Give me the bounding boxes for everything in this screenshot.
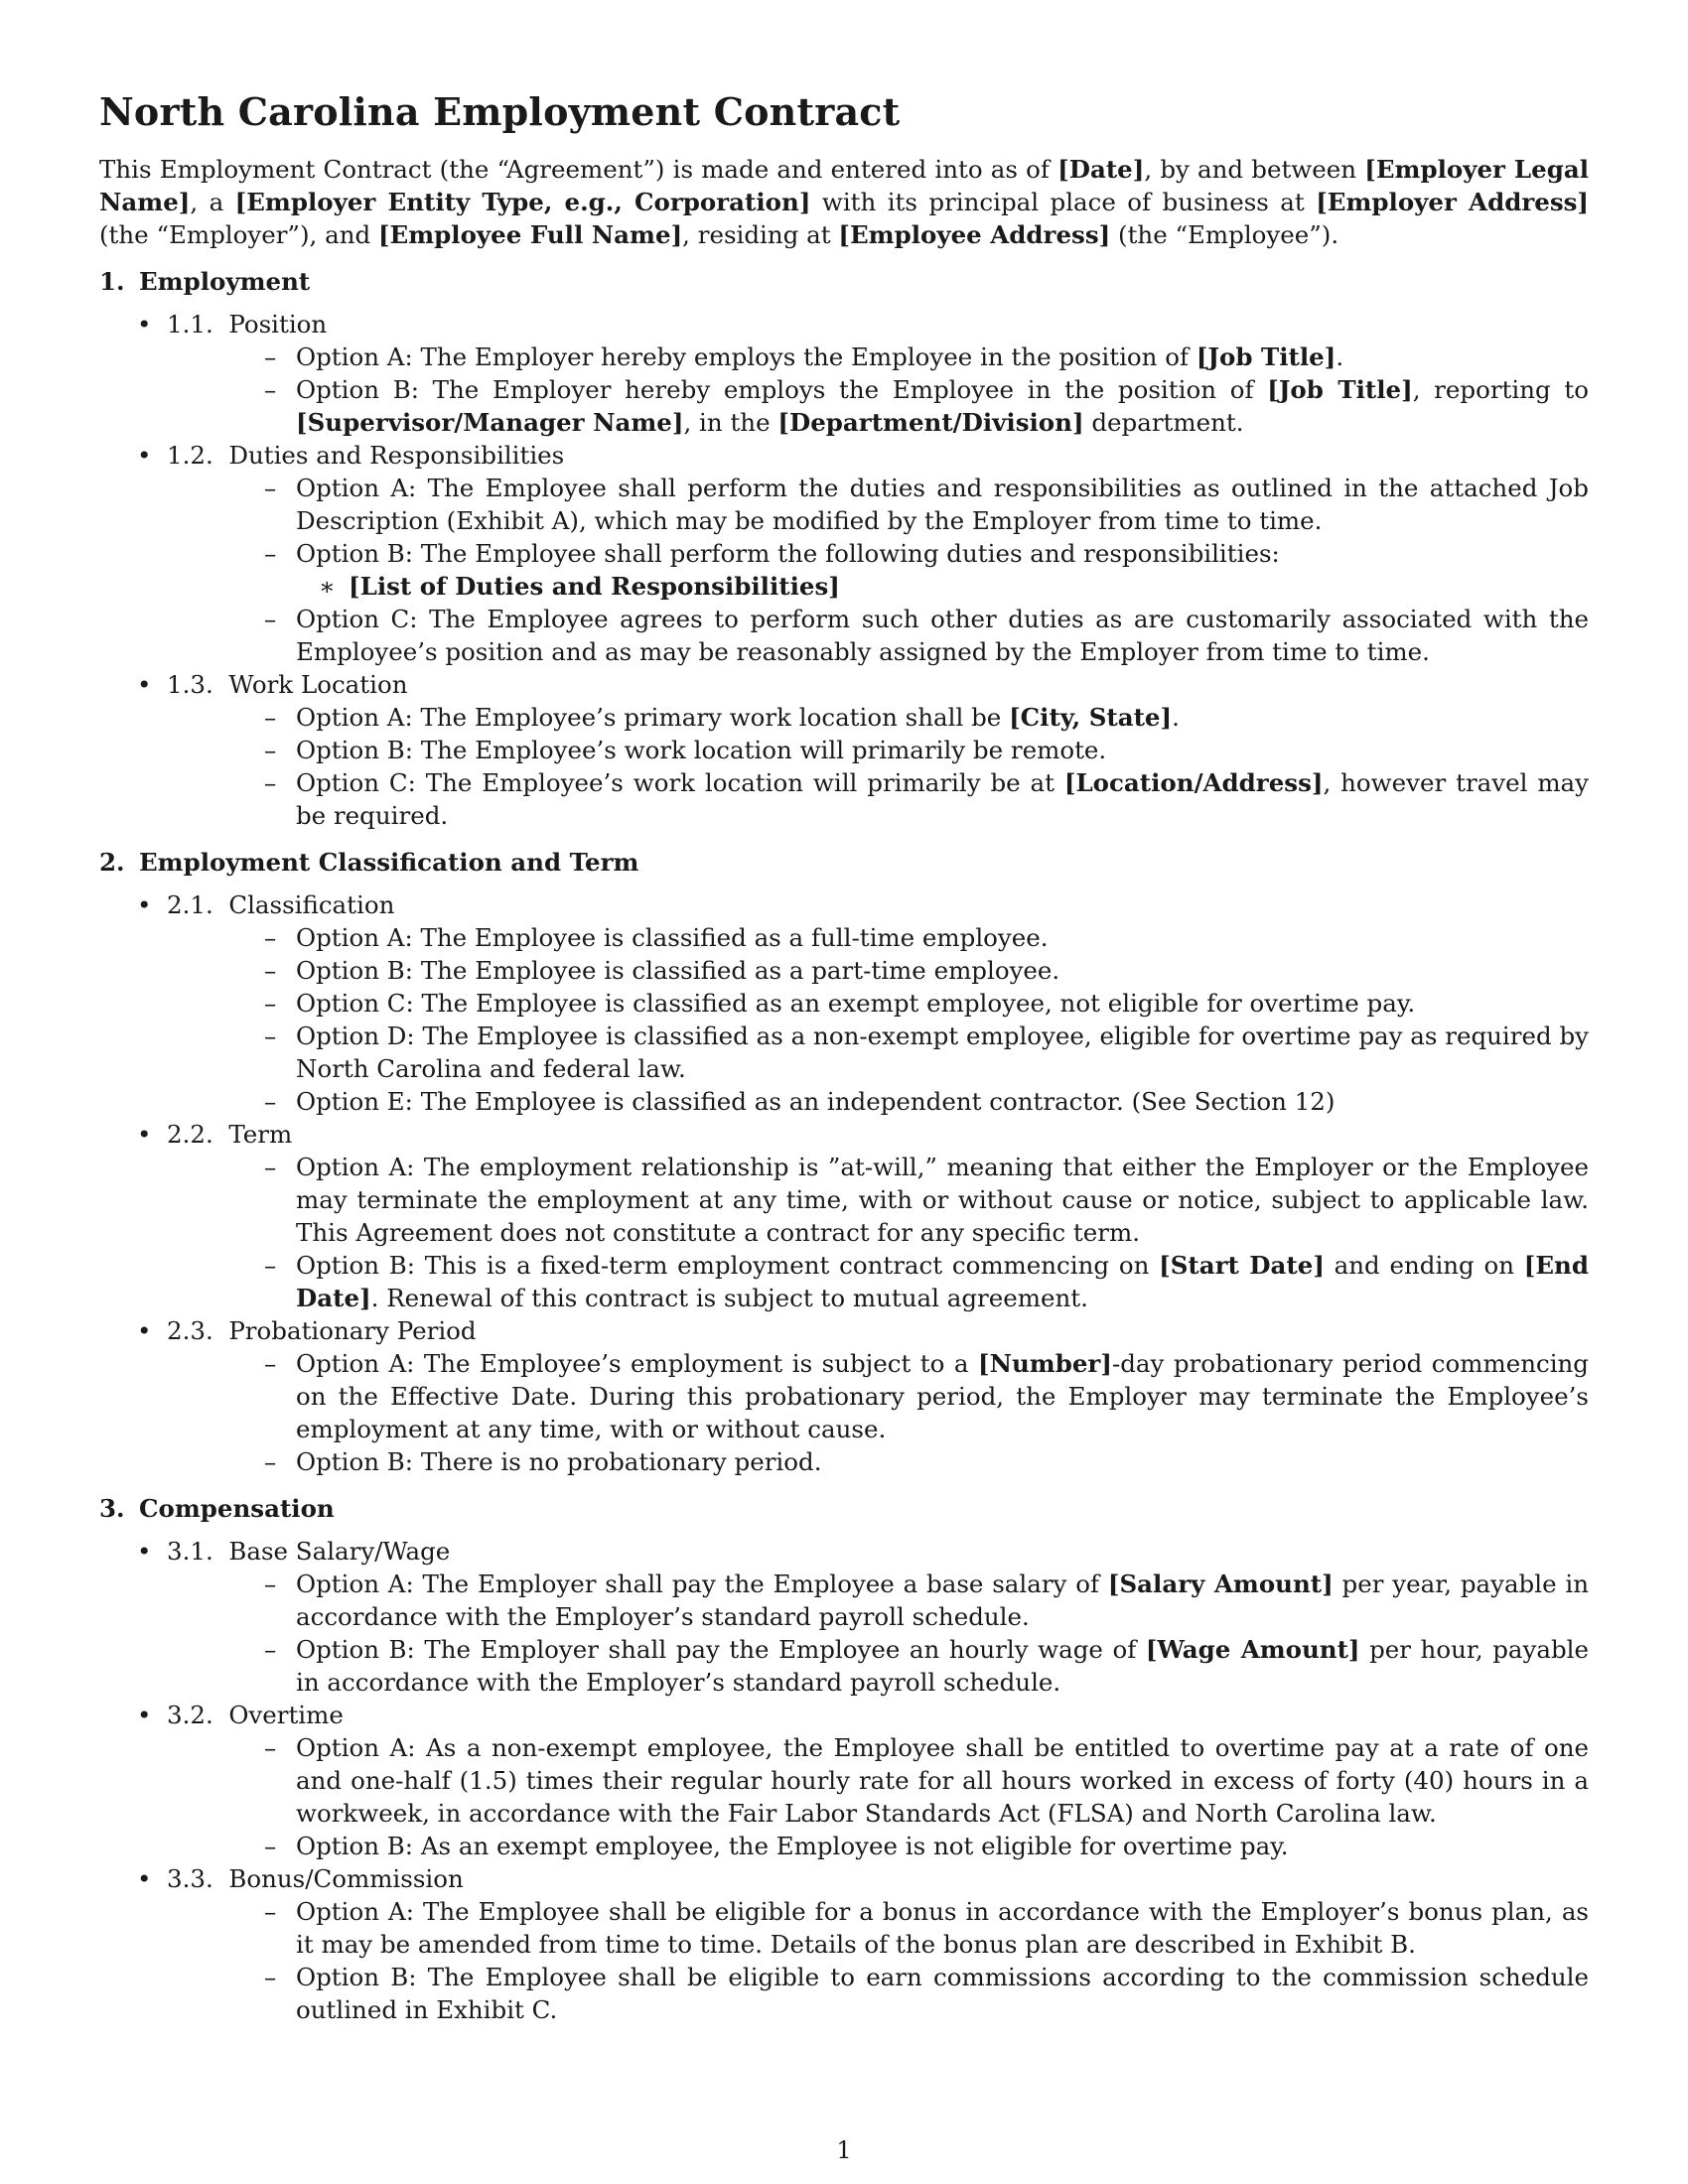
placeholder-field: [Location/Address] [1063,768,1324,797]
text-run: (the “Employee”). [1110,220,1339,249]
text-run: Option B: The Employee’s work location will primarily be remote. [296,736,1107,764]
dash-icon: – [264,1153,277,1181]
dash-icon: – [264,989,277,1018]
dash-icon: – [264,1447,277,1476]
option-text [296,1570,1589,1631]
subsection-item [99,1535,1589,1699]
section-title: Employment [139,267,311,296]
text-run: and ending on [1324,1251,1524,1280]
text-run: per hour, payable in accordance with the Employer’s standard payroll schedule. [296,1635,1589,1697]
text-run: . [1336,342,1344,371]
text-run: , a [190,188,235,216]
option-list [167,1151,1589,1314]
placeholder-field: [List of Duties and Responsibilities] [349,572,840,601]
section [99,846,1589,1478]
text-run: Option C: The Employee agrees to perform such other duties as are customarily associated with the Employee’s position and as may be reasonably assigned by the Employer from time to time. [296,605,1589,666]
subsection-label: 1.3. Work Location [167,670,408,699]
option-text [296,768,1589,830]
text-run: Option E: The Employee is classified as an independent contractor. (See Section 12) [296,1087,1336,1116]
option-item [167,1731,1589,1830]
section-title: Compensation [139,1494,335,1523]
option-text [296,474,1589,535]
option-item [167,734,1589,766]
bullet-icon: • [137,310,152,339]
section [99,265,1589,832]
subsection-list [99,1535,1589,2026]
text-run: Option A: The Employee is classified as a full-time employee. [296,923,1049,952]
text-run: . [1172,703,1180,732]
text-run: with its principal place of business at [810,188,1317,216]
section-number: 2. [99,848,125,877]
section-title: Employment Classification and Term [139,848,639,877]
placeholder-field: [Job Title] [1196,342,1336,371]
option-item [167,1633,1589,1699]
section-heading [99,265,1589,298]
text-run: (the “Employer”), and [99,220,378,249]
text-run: Option A: The Employee’s primary work location shall be [296,703,1010,732]
subsection-item [99,668,1589,832]
text-run: Option B: The Employee shall be eligible to earn commissions according to the commission schedule outlined in Exhibit C. [296,1963,1589,2024]
subsection-item [99,1699,1589,1862]
subsection-label: 1.2. Duties and Responsibilities [167,441,565,470]
subsection-label: 1.1. Position [167,310,328,339]
option-list [167,921,1589,1118]
option-item [167,1249,1589,1314]
text-run: Option B: This is a fixed-term employment contract commencing on [296,1251,1160,1280]
option-text [296,1733,1589,1828]
option-item [167,1347,1589,1445]
text-run: Option A: The Employee shall perform the duties and responsibilities as outlined in the attached Job Description (Exhibit A), which may be modified by the Employer from time to time. [296,474,1589,535]
dash-icon: – [264,703,277,732]
bullet-icon: • [137,1120,152,1149]
text-run: Option B: The Employer shall pay the Employee an hourly wage of [296,1635,1146,1664]
dash-icon: – [264,768,277,797]
option-item [167,701,1589,734]
text-run: Option A: The Employee’s employment is subject to a [296,1349,978,1378]
text-run: Option D: The Employee is classified as a non-exempt employee, eligible for overtime pay as required by North Carolina and federal law. [296,1022,1589,1083]
subsection-list [99,308,1589,832]
subsection-item [99,439,1589,668]
placeholder-field: [City, State] [1009,703,1173,732]
text-run: Option B: The Employer hereby employs the Employee in the position of [296,375,1268,404]
placeholder-field: [Employee Address] [838,220,1111,249]
option-list [167,341,1589,439]
option-item [167,1895,1589,1961]
option-item [167,1085,1589,1118]
bullet-icon: • [137,1316,152,1345]
subsection-label: 3.3. Bonus/Commission [167,1864,464,1893]
placeholder-field: [Salary Amount] [1107,1570,1334,1598]
text-run: Option A: The Employer hereby employs the Employee in the position of [296,342,1196,371]
placeholder-field: [End Date] [296,1251,1589,1312]
option-item [167,603,1589,668]
sub-option-list [296,570,1589,603]
text-run: Option A: The Employer shall pay the Employee a base salary of [296,1570,1108,1598]
text-run: Option C: The Employee is classified as an exempt employee, not eligible for overtime pay. [296,989,1416,1018]
placeholder-field: [Start Date] [1159,1251,1325,1280]
text-run: Option B: As an exempt employee, the Employee is not eligible for overtime pay. [296,1832,1289,1860]
option-item [167,537,1589,603]
option-text [296,703,1180,732]
subsection-list [99,888,1589,1478]
placeholder-field: [Wage Amount] [1145,1635,1360,1664]
option-item [167,1830,1589,1862]
section-number: 1. [99,267,125,296]
document-title: North Carolina Employment Contract [99,89,901,134]
option-text [296,1447,822,1476]
bullet-icon: • [137,1864,152,1893]
option-item [167,1151,1589,1249]
subsection-label: 2.1. Classification [167,890,395,919]
text-run: Option A: The employment relationship is ”at-will,” meaning that either the Employer or the Employee may terminate the employment at any time, with or without cause or notice, subject to applicable law. This Agreement does not constitute a contract for any specific term. [296,1153,1589,1247]
dash-icon: – [264,1897,277,1926]
subsection-item [99,888,1589,1118]
dash-icon: – [264,1963,277,1991]
asterisk-icon: ∗ [319,572,336,601]
option-list [167,701,1589,832]
text-run: , in the [683,408,778,437]
option-text [296,736,1106,764]
dash-icon: – [264,605,277,633]
dash-icon: – [264,539,277,568]
text-run: , reporting to [1412,375,1589,404]
option-text [296,342,1343,371]
option-text [296,539,1280,568]
option-text [296,1087,1335,1116]
option-item [167,472,1589,537]
text-run: , by and between [1144,155,1365,184]
sections-container [99,265,1589,2026]
text-run: Option C: The Employee’s work location will primarily be at [296,768,1064,797]
bullet-icon: • [137,441,152,470]
option-item [167,954,1589,987]
intro-paragraph [99,153,1589,251]
dash-icon: – [264,1022,277,1050]
option-item [167,987,1589,1020]
section-heading [99,846,1589,879]
subsection-label: 2.2. Term [167,1120,293,1149]
placeholder-field: [Employer Entity Type, e.g., Corporation] [234,188,811,216]
section [99,1492,1589,2026]
option-item [167,1961,1589,2026]
option-list [167,1895,1589,2026]
sub-option-item [167,570,1589,603]
option-text [296,956,1059,985]
option-text [296,1153,1589,1247]
option-list [167,1347,1589,1478]
placeholder-field: [Department/Division] [777,408,1084,437]
dash-icon: – [264,1733,277,1762]
dash-icon: – [264,474,277,502]
dash-icon: – [264,1832,277,1860]
dash-icon: – [264,1570,277,1598]
placeholder-field: [Employee Full Name] [377,220,683,249]
text-run: per year, payable in accordance with the Employer’s standard payroll schedule. [296,1570,1590,1631]
placeholder-field: [Job Title] [1267,375,1413,404]
bullet-icon: • [137,890,152,919]
text-run: Option B: There is no probationary period. [296,1447,822,1476]
option-item [167,1568,1589,1633]
section-number: 3. [99,1494,125,1523]
dash-icon: – [264,923,277,952]
option-text [296,989,1415,1018]
text-run: Option A: As a non-exempt employee, the Employee shall be entitled to overtime pay at a rate of one and one-half (1.5) times their regular hourly rate for all hours worked in excess of forty (40) hours in a workweek, in accordance with the Fair Labor Standards Act (FLSA) and North Carolina law. [296,1733,1589,1828]
text-run: , however travel may be required. [296,768,1589,830]
subsection-label: 3.2. Overtime [167,1701,344,1729]
dash-icon: – [264,956,277,985]
subsection-label: 3.1. Base Salary/Wage [167,1537,451,1566]
option-text [296,1635,1589,1697]
bullet-icon: • [137,670,152,699]
text-run: This Employment Contract (the “Agreement”) is made and entered into as of [99,155,1058,184]
option-item [167,1020,1589,1085]
option-text [296,1349,1589,1443]
option-text [296,923,1049,952]
bullet-icon: • [137,1701,152,1729]
dash-icon: – [264,1635,277,1664]
option-text [296,1022,1589,1083]
sub-option-text [349,572,840,601]
placeholder-field: [Number] [977,1349,1112,1378]
option-item [167,766,1589,832]
text-run: . Renewal of this contract is subject to mutual agreement. [370,1284,1088,1312]
option-item [167,921,1589,954]
option-item [167,341,1589,373]
text-run: Option B: The Employee is classified as a part-time employee. [296,956,1060,985]
document-page [99,87,1589,2026]
dash-icon: – [264,1349,277,1378]
dash-icon: – [264,736,277,764]
placeholder-field: [Employer Address] [1316,188,1590,216]
option-item [167,1445,1589,1478]
option-list [167,472,1589,668]
dash-icon: – [264,342,277,371]
placeholder-field: [Date] [1057,155,1145,184]
option-text [296,1897,1589,1959]
text-run: , residing at [682,220,839,249]
subsection-label: 2.3. Probationary Period [167,1316,477,1345]
option-item [167,373,1589,439]
option-text [296,1832,1289,1860]
placeholder-field: [Employer Legal Name] [99,155,1590,216]
text-run: Option B: The Employee shall perform the following duties and responsibilities: [296,539,1280,568]
subsection-item [99,308,1589,439]
section-heading [99,1492,1589,1525]
text-run: -day probationary period commencing on the Effective Date. During this probationary period, the Employer may terminate the Employee’s employment at any time, with or without cause. [296,1349,1589,1443]
subsection-item [99,1314,1589,1478]
text-run: Option A: The Employee shall be eligible for a bonus in accordance with the Employer’s bonus plan, as it may be amended from time to time. Details of the bonus plan are described in Exhibit B. [296,1897,1589,1959]
option-text [296,605,1589,666]
dash-icon: – [264,1251,277,1280]
dash-icon: – [264,1087,277,1116]
text-run: department. [1083,408,1244,437]
placeholder-field: [Supervisor/Manager Name] [296,408,684,437]
option-text [296,375,1589,437]
page-number: 1 [836,2136,852,2164]
option-text [296,1251,1589,1312]
subsection-item [99,1862,1589,2026]
dash-icon: – [264,375,277,404]
option-list [167,1731,1589,1862]
option-list [167,1568,1589,1699]
option-text [296,1963,1589,2024]
bullet-icon: • [137,1537,152,1566]
subsection-item [99,1118,1589,1314]
